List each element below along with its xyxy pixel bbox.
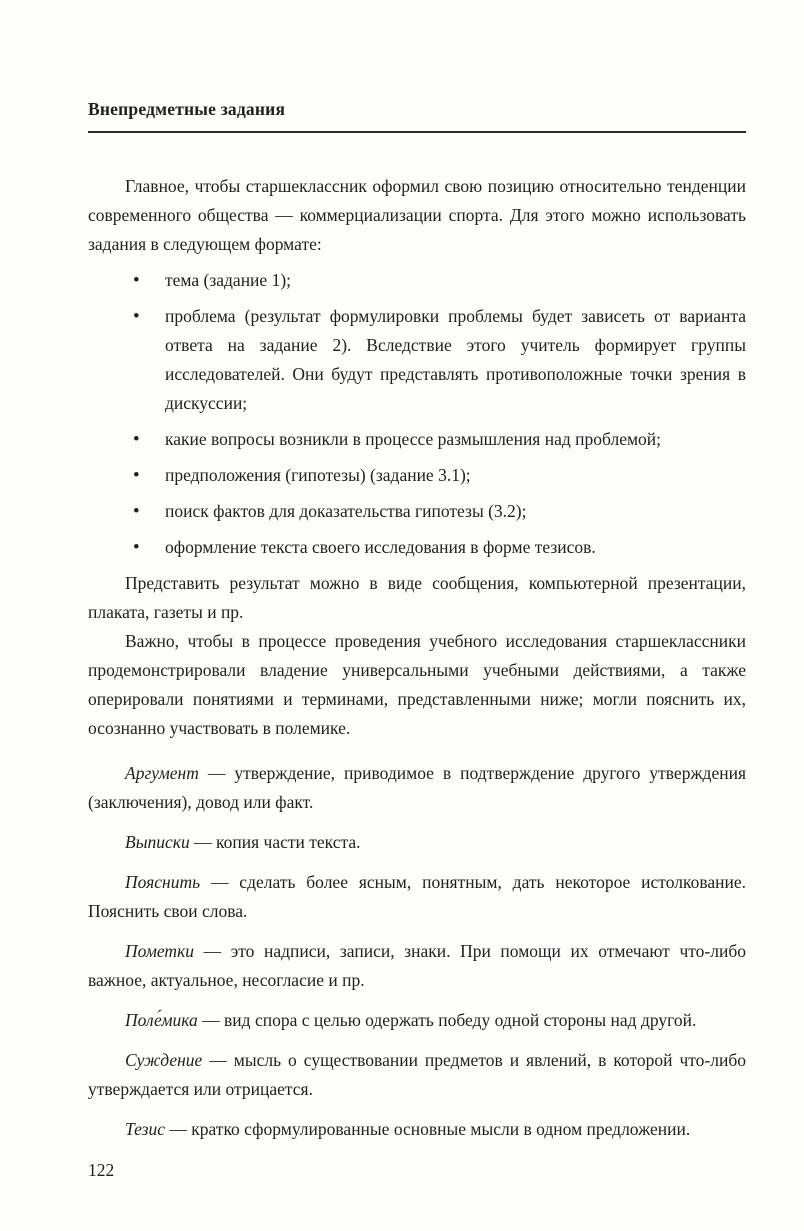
bullet-item: • поиск фактов для доказательства гипотезы (3.2); <box>88 497 746 526</box>
paragraph-intro: Главное, чтобы старшеклассник оформил свою позицию относительно тенденции современного общества — коммерциализации спорта. Для этого можно использовать задания в следующем формате: <box>88 176 746 254</box>
definition-text: — копия части текста. <box>189 832 361 852</box>
definition-text: — сделать более ясным, понятным, дать некоторое истолкование. Пояснить свои слова. <box>88 872 746 921</box>
definition-paragraph <box>88 828 746 857</box>
bullet-item: • какие вопросы возникли в процессе размышления над проблемой; <box>88 425 746 454</box>
definition-term: Пометки <box>125 941 195 961</box>
definition-text: — утверждение, приводимое в подтверждение другого утверждения (заключения), довод или факт. <box>88 763 746 812</box>
definition-text: — кратко сформулированные основные мысли в одном предложении. <box>164 1119 691 1139</box>
definition-paragraph <box>88 1046 746 1104</box>
bullet-item: • тема (задание 1); <box>88 266 746 295</box>
definition-term: Аргумент <box>125 763 199 783</box>
definition-text: — мысль о существовании предметов и явлений, в которой что-либо утверждается или отрицается. <box>88 1050 746 1099</box>
definition-paragraph <box>88 868 746 926</box>
definition-term: Суждение <box>125 1050 203 1070</box>
definition-term: Тезис <box>125 1119 165 1139</box>
bullet-item: • проблема (результат формулировки проблемы будет зависеть от варианта ответа на задание 2). Вследствие этого учитель формирует группы исследователей. Они будут представлять противоположные точки зрения в дискуссии; <box>88 302 746 418</box>
definition-paragraph <box>88 1006 746 1035</box>
bullet-item: • предположения (гипотезы) (задание 3.1); <box>88 461 746 490</box>
definition-term: Пояснить <box>125 872 201 892</box>
definitions-section <box>88 759 746 1144</box>
definition-term: Выписки <box>125 832 190 852</box>
definition-paragraph <box>88 1115 746 1144</box>
definition-paragraph <box>88 759 746 817</box>
definition-paragraph <box>88 937 746 995</box>
paragraph-important: Важно, чтобы в процессе проведения учебного исследования старшеклассники продемонстрировали владение универсальными учебными действиями, а также оперировали понятиями и терминами, представленными ниже; могли пояснить их, осознанно участвовать в полемике. <box>88 631 746 738</box>
running-header: Внепредметные задания <box>88 95 746 133</box>
definition-text: — это надписи, записи, знаки. При помощи их отмечают что-либо важное, актуальное, несогласие и пр. <box>88 941 746 990</box>
definition-text: — вид спора с целью одержать победу одной стороны над другой. <box>197 1010 697 1030</box>
definition-term: Поле́мика <box>125 1010 198 1030</box>
page-number: 122 <box>88 1160 115 1180</box>
paragraph-result: Представить результат можно в виде сообщения, компьютерной презентации, плаката, газеты и пр. <box>88 573 746 622</box>
bullet-list <box>88 266 746 562</box>
bullet-item: • оформление текста своего исследования в форме тезисов. <box>88 533 746 562</box>
